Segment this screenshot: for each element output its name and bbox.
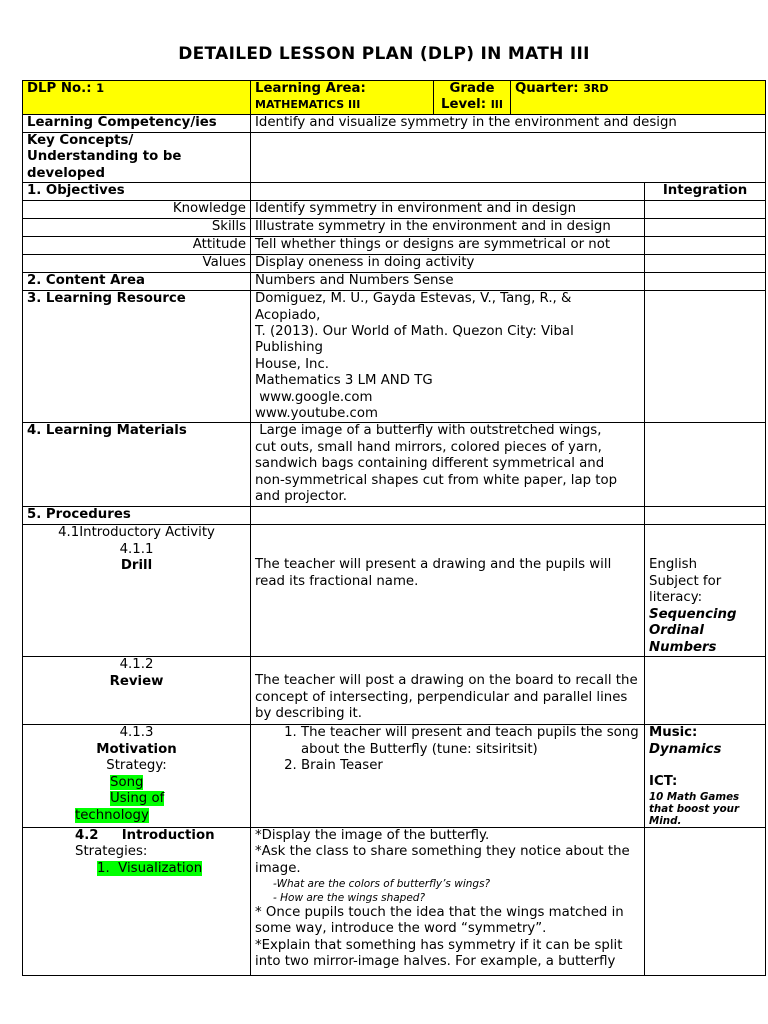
objective-integration xyxy=(645,201,766,219)
quarter-label: Quarter: xyxy=(515,81,579,96)
objectives-label: 1. Objectives xyxy=(23,183,251,201)
objective-label: Knowledge xyxy=(23,201,251,219)
learning-area-value: MATHEMATICS III xyxy=(255,98,361,112)
objective-integration xyxy=(645,219,766,237)
review-label-cell xyxy=(23,657,251,725)
materials-line: Large image of a butterfly with outstretched wings, xyxy=(255,423,602,439)
review-desc: The teacher will post a drawing on the board to recall the concept of intersecting, perpendicular and parallel lines by describing it. xyxy=(255,673,638,722)
objective-label: Values xyxy=(23,255,251,273)
introduction-line: *Ask the class to share something they notice about the image. xyxy=(255,844,630,876)
review-number: 4.1.2 xyxy=(119,657,154,673)
content-area-row xyxy=(23,273,766,291)
objective-integration xyxy=(645,237,766,255)
content-area-value: Numbers and Numbers Sense xyxy=(251,273,645,291)
ict-value: 10 Math Games that boost your Mind. xyxy=(649,790,740,827)
review-integration xyxy=(645,657,766,725)
motivation-title: Motivation xyxy=(96,741,177,757)
introduction-desc-cell xyxy=(251,827,645,975)
key-concepts-label: Key Concepts/ Understanding to be developed xyxy=(23,133,251,183)
motivation-strategy: Strategy: xyxy=(106,758,167,774)
lesson-plan-table xyxy=(22,80,766,976)
materials-integration xyxy=(645,423,766,507)
drill-int-line: English xyxy=(649,557,698,573)
music-value: Dynamics xyxy=(649,741,722,757)
key-concepts-value xyxy=(251,133,766,183)
strategy-technology: technology xyxy=(75,807,149,823)
materials-line: sandwich bags containing different symmetrical and xyxy=(255,456,605,472)
strategy-visualization: 1. Visualization xyxy=(97,860,203,876)
introduction-strategies: Strategies: xyxy=(75,844,148,860)
materials-value xyxy=(251,423,645,507)
motivation-number: 4.1.3 xyxy=(119,725,154,741)
objective-label: Attitude xyxy=(23,237,251,255)
review-title: Review xyxy=(109,673,164,689)
objective-label: Skills xyxy=(23,219,251,237)
objective-row-attitude xyxy=(23,237,766,255)
materials-line: cut outs, small hand mirrors, colored pieces of yarn, xyxy=(255,439,602,455)
motivation-label-cell xyxy=(23,725,251,827)
objective-value: Illustrate symmetry in the environment and in design xyxy=(251,219,645,237)
resource-line: Mathematics 3 LM AND TG xyxy=(255,373,433,389)
objective-value: Identify symmetry in environment and in design xyxy=(251,201,645,219)
dlp-value: 1 xyxy=(96,81,105,95)
quarter-value: 3RD xyxy=(583,82,609,95)
motivation-row xyxy=(23,725,766,827)
page-title: DETAILED LESSON PLAN (DLP) IN MATH III xyxy=(178,44,590,64)
motivation-desc-cell xyxy=(251,725,645,827)
resource-line: www.google.com xyxy=(255,389,373,405)
drill-line: 4.1Introductory Activity xyxy=(58,525,215,541)
drill-row xyxy=(23,525,766,657)
resource-line: Domiguez, M. U., Gayda Estevas, V., Tang, R., & Acopiado, xyxy=(255,291,572,323)
drill-label-cell xyxy=(23,525,251,657)
dlp-number-cell xyxy=(23,81,251,115)
drill-int-line: Sequencing xyxy=(649,606,737,622)
learning-area-cell xyxy=(251,81,434,115)
learning-area-label: Learning Area: xyxy=(255,81,366,96)
ict-label: ICT: xyxy=(649,774,678,790)
objectives-row xyxy=(23,183,766,201)
level-value: III xyxy=(490,98,503,112)
introduction-integration xyxy=(645,827,766,975)
motivation-integration-cell xyxy=(645,725,766,827)
introduction-line: *Explain that something has symmetry if it can be split into two mirror-image halves. For example, a butterfly xyxy=(255,937,623,970)
drill-int-line: Numbers xyxy=(649,639,717,655)
level-label: Level: xyxy=(441,97,487,113)
grade-level-cell xyxy=(434,81,511,115)
objectives-blank xyxy=(251,183,645,201)
header-row xyxy=(23,81,766,115)
introduction-label-cell xyxy=(23,827,251,975)
drill-desc: The teacher will present a drawing and the pupils will read its fractional name. xyxy=(255,557,612,589)
motivation-list xyxy=(255,725,640,774)
introduction-question: -What are the colors of butterfly’s wings? xyxy=(273,877,491,890)
introduction-number: 4.2 xyxy=(75,827,99,843)
drill-title: Drill xyxy=(120,558,153,574)
motivation-item: 2. Brain Teaser xyxy=(301,758,640,774)
resource-line: T. (2013). Our World of Math. Quezon City: Vibal Publishing xyxy=(255,324,574,356)
key-concepts-row xyxy=(23,133,766,183)
competency-label: Learning Competency/ies xyxy=(23,115,251,133)
objective-row-skills xyxy=(23,219,766,237)
objective-value: Display oneness in doing activity xyxy=(251,255,645,273)
resource-value xyxy=(251,291,645,423)
materials-line: non-symmetrical shapes cut from white paper, lap top xyxy=(255,472,618,488)
resource-row xyxy=(23,291,766,423)
objective-integration xyxy=(645,255,766,273)
materials-line: and projector. xyxy=(255,489,348,505)
introduction-row xyxy=(23,827,766,975)
introduction-question: - How are the wings shaped? xyxy=(273,891,426,904)
quarter-cell xyxy=(511,81,766,115)
materials-label: 4. Learning Materials xyxy=(23,423,251,507)
content-area-integration xyxy=(645,273,766,291)
strategy-song: Song xyxy=(110,774,144,790)
grade-label: Grade xyxy=(449,81,495,96)
drill-int-line: Subject for xyxy=(649,573,722,589)
content-area-label: 2. Content Area xyxy=(23,273,251,291)
drill-int-line: Ordinal xyxy=(649,623,704,639)
introduction-title: Introduction xyxy=(121,827,215,843)
resource-label: 3. Learning Resource xyxy=(23,291,251,423)
drill-int-line: literacy: xyxy=(649,590,703,606)
resource-integration xyxy=(645,291,766,423)
drill-integration-cell xyxy=(645,525,766,657)
drill-desc-cell xyxy=(251,525,645,657)
introduction-line: *Display the image of the butterfly. xyxy=(255,827,490,843)
dlp-label: DLP No.: xyxy=(27,81,92,96)
procedures-row xyxy=(23,507,766,525)
materials-row xyxy=(23,423,766,507)
objective-value: Tell whether things or designs are symmetrical or not xyxy=(251,237,645,255)
procedures-label: 5. Procedures xyxy=(23,507,251,525)
resource-line: House, Inc. xyxy=(255,356,330,372)
competency-value: Identify and visualize symmetry in the environment and design xyxy=(251,115,766,133)
music-label: Music: xyxy=(649,725,698,741)
procedures-blank xyxy=(251,507,645,525)
competency-row xyxy=(23,115,766,133)
review-desc-cell xyxy=(251,657,645,725)
procedures-integration xyxy=(645,507,766,525)
introduction-line: * Once pupils touch the idea that the wings matched in some way, introduce the word “symmetry”. xyxy=(255,904,624,937)
strategy-using: Using of xyxy=(110,791,165,807)
objective-row-knowledge xyxy=(23,201,766,219)
motivation-item: 1. The teacher will present and teach pupils the song about the Butterfly (tune: sitsiritsit) xyxy=(301,725,640,758)
resource-line: www.youtube.com xyxy=(255,406,378,422)
integration-header: Integration xyxy=(645,183,766,201)
drill-number: 4.1.1 xyxy=(119,541,154,557)
objective-row-values xyxy=(23,255,766,273)
review-row xyxy=(23,657,766,725)
